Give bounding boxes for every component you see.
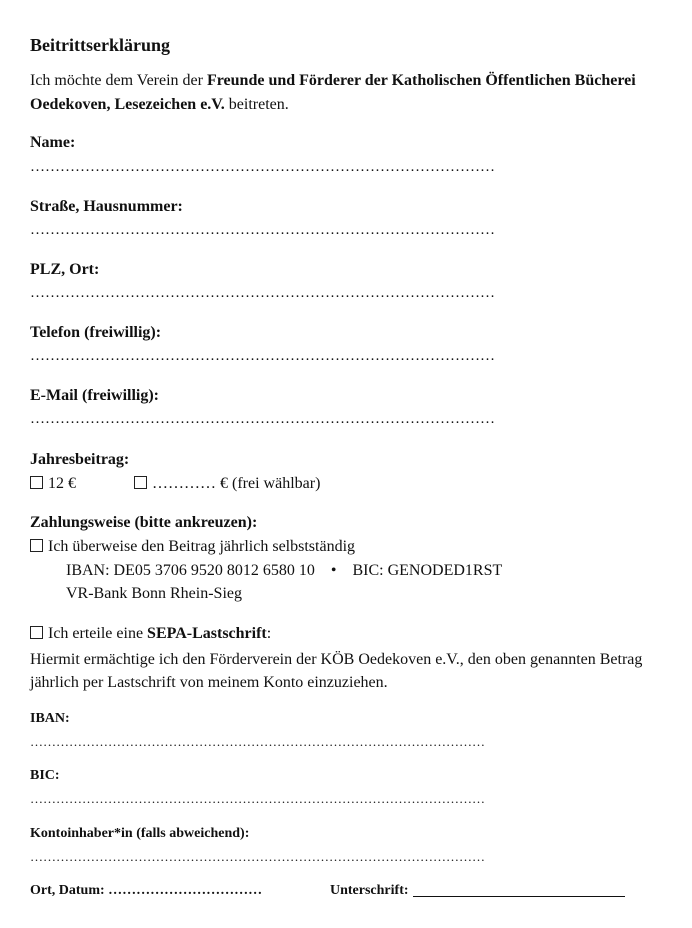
street-label: Straße, Hausnummer: bbox=[30, 198, 183, 215]
transfer-checkbox[interactable] bbox=[30, 539, 43, 552]
iban-label: IBAN: bbox=[30, 711, 70, 726]
city-field[interactable]: ………………………………………………………………………………… bbox=[30, 285, 495, 301]
payment-option-sepa[interactable] bbox=[30, 625, 271, 643]
bic-label: BIC: bbox=[30, 768, 60, 783]
fee-option-fixed[interactable] bbox=[30, 475, 76, 493]
sepa-bold: SEPA-Lastschrift bbox=[147, 625, 267, 642]
fee-option-free[interactable] bbox=[134, 475, 320, 493]
fee-label: Jahresbeitrag: bbox=[30, 451, 130, 468]
sepa-checkbox[interactable] bbox=[30, 626, 43, 639]
email-label: E-Mail (freiwillig): bbox=[30, 387, 159, 404]
account-holder-field[interactable]: …………………………………………………………………………………………… bbox=[30, 849, 485, 864]
phone-label: Telefon (freiwillig): bbox=[30, 324, 162, 341]
account-holder-label: Kontoinhaber*in (falls abweichend): bbox=[30, 826, 250, 841]
name-label: Name: bbox=[30, 134, 76, 151]
name-field[interactable]: ………………………………………………………………………………… bbox=[30, 159, 495, 175]
street-field[interactable]: ………………………………………………………………………………… bbox=[30, 222, 495, 238]
payment-label: Zahlungsweise (bitte ankreuzen): bbox=[30, 514, 258, 531]
signature-line[interactable] bbox=[413, 883, 625, 897]
sepa-pre: Ich erteile eine bbox=[48, 625, 148, 642]
intro-pre: Ich möchte dem Verein der bbox=[30, 72, 207, 89]
intro-text bbox=[30, 69, 670, 116]
fee-fixed-checkbox[interactable] bbox=[30, 476, 43, 489]
sepa-mandate-text: Hiermit ermächtige ich den Förderverein der KÖB Oedekoven e.V., den oben genannten Betrag jährlich per Lastschrift von meinem Konto einzuziehen. bbox=[30, 651, 643, 691]
city-label: PLZ, Ort: bbox=[30, 261, 100, 278]
phone-field[interactable]: ………………………………………………………………………………… bbox=[30, 348, 495, 364]
intro-association-name: Freunde und Förderer der Katholischen Öffentlichen Bücherei Oedekoven, Lesezeichen e.V. bbox=[30, 72, 636, 113]
bank-name: VR-Bank Bonn Rhein-Sieg bbox=[66, 585, 242, 602]
place-date-field[interactable]: Ort, Datum: …………………………… bbox=[30, 883, 263, 898]
fee-free-checkbox[interactable] bbox=[134, 476, 147, 489]
form-title: Beitrittserklärung bbox=[30, 35, 170, 55]
payment-option-transfer[interactable] bbox=[30, 538, 355, 556]
sepa-post: : bbox=[266, 625, 272, 642]
intro-post: beitreten. bbox=[224, 95, 289, 113]
signature-label: Unterschrift: bbox=[330, 883, 409, 898]
bank-details: IBAN: DE05 3706 9520 8012 6580 10 • BIC: GENODED1RST bbox=[66, 562, 503, 579]
signature-field[interactable] bbox=[330, 883, 625, 899]
fee-fixed-text: 12 € bbox=[48, 475, 76, 492]
email-field[interactable]: ………………………………………………………………………………… bbox=[30, 411, 495, 427]
transfer-text: Ich überweise den Beitrag jährlich selbstständig bbox=[48, 538, 356, 555]
bic-field[interactable]: …………………………………………………………………………………………… bbox=[30, 791, 485, 806]
fee-free-text: ………… € (frei wählbar) bbox=[152, 475, 321, 492]
iban-field[interactable]: …………………………………………………………………………………………… bbox=[30, 734, 485, 749]
